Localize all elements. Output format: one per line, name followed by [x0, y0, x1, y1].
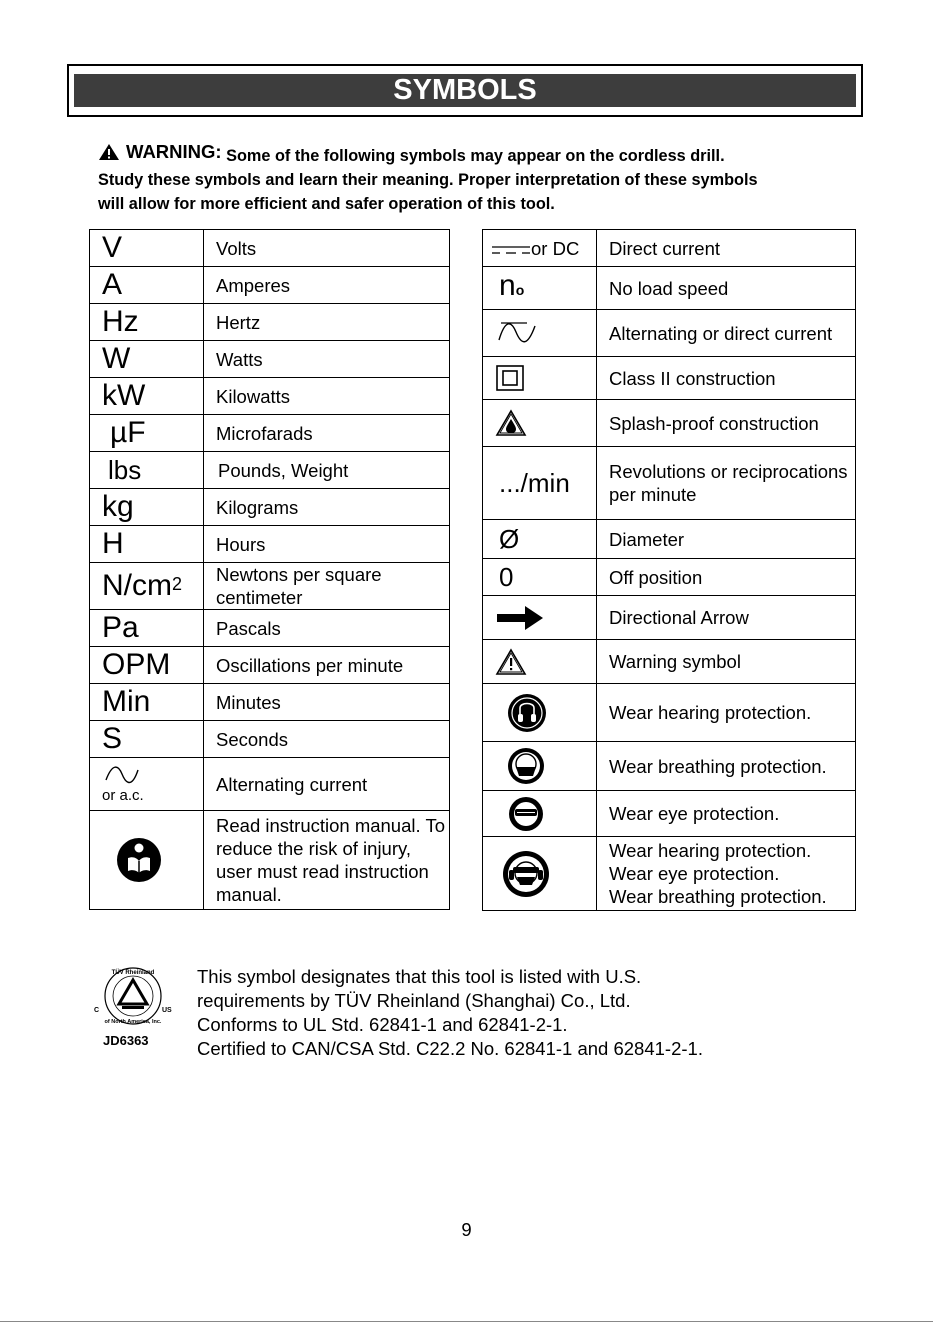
- table-row: [483, 742, 856, 791]
- title-frame: [67, 64, 863, 117]
- meaning-cell: [597, 837, 856, 911]
- table-row: [483, 267, 856, 310]
- meaning-cell: Kilowatts: [204, 378, 450, 415]
- symbol-cell: [483, 742, 597, 791]
- symbol-text: n: [499, 269, 516, 302]
- table-row: [483, 400, 856, 447]
- symbol-cell: [90, 563, 204, 610]
- symbols-table-right: [482, 229, 856, 911]
- meaning-cell: Alternating current: [204, 758, 450, 811]
- warning-text-3: will allow for more efficient and safer operation of this tool.: [98, 195, 555, 213]
- symbol-cell: H: [90, 526, 204, 563]
- warning-label: WARNING:: [126, 141, 222, 162]
- symbol-cell: [483, 357, 597, 400]
- bottom-divider: [0, 1321, 933, 1322]
- splash-proof-icon: [495, 409, 527, 437]
- table-row: [90, 811, 450, 910]
- table-row: [483, 559, 856, 596]
- meaning-cell: Direct current: [597, 230, 856, 267]
- ac-dc-wave-icon: [495, 318, 541, 348]
- table-row: [90, 378, 450, 415]
- read-manual-icon: [116, 837, 162, 883]
- table-row: [483, 640, 856, 684]
- table-row: [90, 526, 450, 563]
- warning-line-1: [98, 140, 838, 168]
- symbol-cell: kW: [90, 378, 204, 415]
- table-row: [483, 357, 856, 400]
- ac-wave-icon: [102, 764, 142, 788]
- table-row: [483, 520, 856, 559]
- symbol-cell: lbs: [90, 452, 204, 489]
- symbol-cell: [483, 230, 597, 267]
- symbol-cell: kg: [90, 489, 204, 526]
- symbol-cell: A: [90, 267, 204, 304]
- symbol-cell: [483, 684, 597, 742]
- symbol-cell: .../min: [483, 447, 597, 520]
- symbol-cell: V: [90, 230, 204, 267]
- meaning-cell: Warning symbol: [597, 640, 856, 684]
- table-row: [90, 684, 450, 721]
- arrow-icon: [495, 604, 545, 632]
- svg-text:C: C: [94, 1007, 100, 1014]
- warning-text-2: Study these symbols and learn their meaning. Proper interpretation of these symbols: [98, 171, 758, 189]
- class-ii-icon: [495, 365, 525, 391]
- meaning-cell: Off position: [597, 559, 856, 596]
- table-row: [483, 837, 856, 911]
- table-row: [90, 341, 450, 378]
- warning-block: [98, 140, 838, 216]
- table-row: [90, 230, 450, 267]
- symbol-cell: [483, 837, 597, 911]
- table-row: [483, 447, 856, 520]
- meaning-cell: Microfarads: [204, 415, 450, 452]
- page-number: 9: [461, 1219, 472, 1240]
- symbol-subscript: o: [515, 282, 525, 298]
- table-row: [90, 758, 450, 811]
- svg-text:US: US: [162, 1007, 172, 1014]
- svg-text:of North America, Inc.: of North America, Inc.: [104, 1019, 162, 1025]
- table-row: [483, 684, 856, 742]
- breathing-protection-icon: [507, 747, 545, 785]
- eye-protection-icon: [508, 796, 544, 832]
- symbol-cell: Pa: [90, 610, 204, 647]
- symbol-cell: Ø: [483, 520, 597, 559]
- warning-triangle-icon: [98, 143, 120, 161]
- table-row: [90, 563, 450, 610]
- symbol-cell: Hz: [90, 304, 204, 341]
- symbol-cell: [483, 310, 597, 357]
- meaning-line: Wear eye protection.: [609, 863, 780, 884]
- symbols-table-left: [89, 229, 450, 910]
- meaning-cell: Wear breathing protection.: [597, 742, 856, 791]
- table-row: [90, 452, 450, 489]
- meaning-line: Wear hearing protection.: [609, 840, 812, 861]
- meaning-cell: Wear eye protection.: [597, 791, 856, 837]
- table-row: [90, 647, 450, 684]
- meaning-cell: Oscillations per minute: [204, 647, 450, 684]
- meaning-cell: Directional Arrow: [597, 596, 856, 640]
- table-row: [90, 304, 450, 341]
- certification-text: [197, 965, 703, 1061]
- table-row: [90, 610, 450, 647]
- table-row: [483, 596, 856, 640]
- dc-icon: [491, 244, 531, 256]
- warning-triangle-icon: [495, 648, 527, 676]
- symbol-cell: [483, 596, 597, 640]
- symbol-cell: [483, 400, 597, 447]
- meaning-cell: Pounds, Weight: [204, 452, 450, 489]
- certification-code: JD6363: [103, 1033, 149, 1048]
- symbol-cell: [483, 267, 597, 310]
- page-title: SYMBOLS: [74, 74, 856, 107]
- symbol-cell: Min: [90, 684, 204, 721]
- certification-line: This symbol designates that this tool is listed with U.S.: [197, 966, 642, 987]
- meaning-cell: No load speed: [597, 267, 856, 310]
- meaning-cell: Diameter: [597, 520, 856, 559]
- symbol-superscript: 2: [172, 574, 183, 594]
- meaning-cell: Revolutions or reciprocations per minute: [597, 447, 856, 520]
- meaning-line: Wear breathing protection.: [609, 886, 827, 907]
- table-row: [90, 267, 450, 304]
- tuv-certification-logo: [92, 966, 174, 1026]
- meaning-cell: Seconds: [204, 721, 450, 758]
- table-row: [483, 310, 856, 357]
- certification-line: Conforms to UL Std. 62841-1 and 62841-2-1.: [197, 1014, 568, 1035]
- symbol-cell: [483, 791, 597, 837]
- symbol-cell: µF: [90, 415, 204, 452]
- table-row: [90, 721, 450, 758]
- table-row: [483, 230, 856, 267]
- svg-text:TÜV Rheinland: TÜV Rheinland: [111, 970, 155, 976]
- hearing-protection-icon: [507, 693, 547, 733]
- table-row: [90, 415, 450, 452]
- symbol-caption: or DC: [531, 237, 580, 259]
- symbol-text: N/cm: [102, 569, 172, 602]
- table-row: [483, 791, 856, 837]
- meaning-cell: Splash-proof construction: [597, 400, 856, 447]
- meaning-cell: Volts: [204, 230, 450, 267]
- meaning-cell: Hertz: [204, 304, 450, 341]
- symbol-cell: OPM: [90, 647, 204, 684]
- symbol-cell: S: [90, 721, 204, 758]
- meaning-cell: Wear hearing protection.: [597, 684, 856, 742]
- meaning-cell: Amperes: [204, 267, 450, 304]
- symbol-cell: [90, 758, 204, 811]
- warning-text-1: Some of the following symbols may appear on the cordless drill.: [226, 147, 725, 165]
- meaning-cell: Kilograms: [204, 489, 450, 526]
- meaning-cell: Pascals: [204, 610, 450, 647]
- table-row: [90, 489, 450, 526]
- meaning-cell: Alternating or direct current: [597, 310, 856, 357]
- symbol-cell: [483, 640, 597, 684]
- combined-protection-icon: [502, 850, 550, 898]
- meaning-cell: Newtons per square centimeter: [204, 563, 450, 610]
- meaning-cell: Minutes: [204, 684, 450, 721]
- symbol-cell: 0: [483, 559, 597, 596]
- symbol-cell: W: [90, 341, 204, 378]
- symbol-cell: [90, 811, 204, 910]
- certification-line: Certified to CAN/CSA Std. C22.2 No. 62841-1 and 62841-2-1.: [197, 1038, 703, 1059]
- meaning-cell: Class II construction: [597, 357, 856, 400]
- meaning-cell: Watts: [204, 341, 450, 378]
- meaning-cell: Hours: [204, 526, 450, 563]
- meaning-cell: Read instruction manual. To reduce the risk of injury, user must read instruction manual.: [204, 811, 450, 910]
- certification-line: requirements by TÜV Rheinland (Shanghai) Co., Ltd.: [197, 990, 631, 1011]
- symbol-caption: or a.c.: [102, 787, 144, 804]
